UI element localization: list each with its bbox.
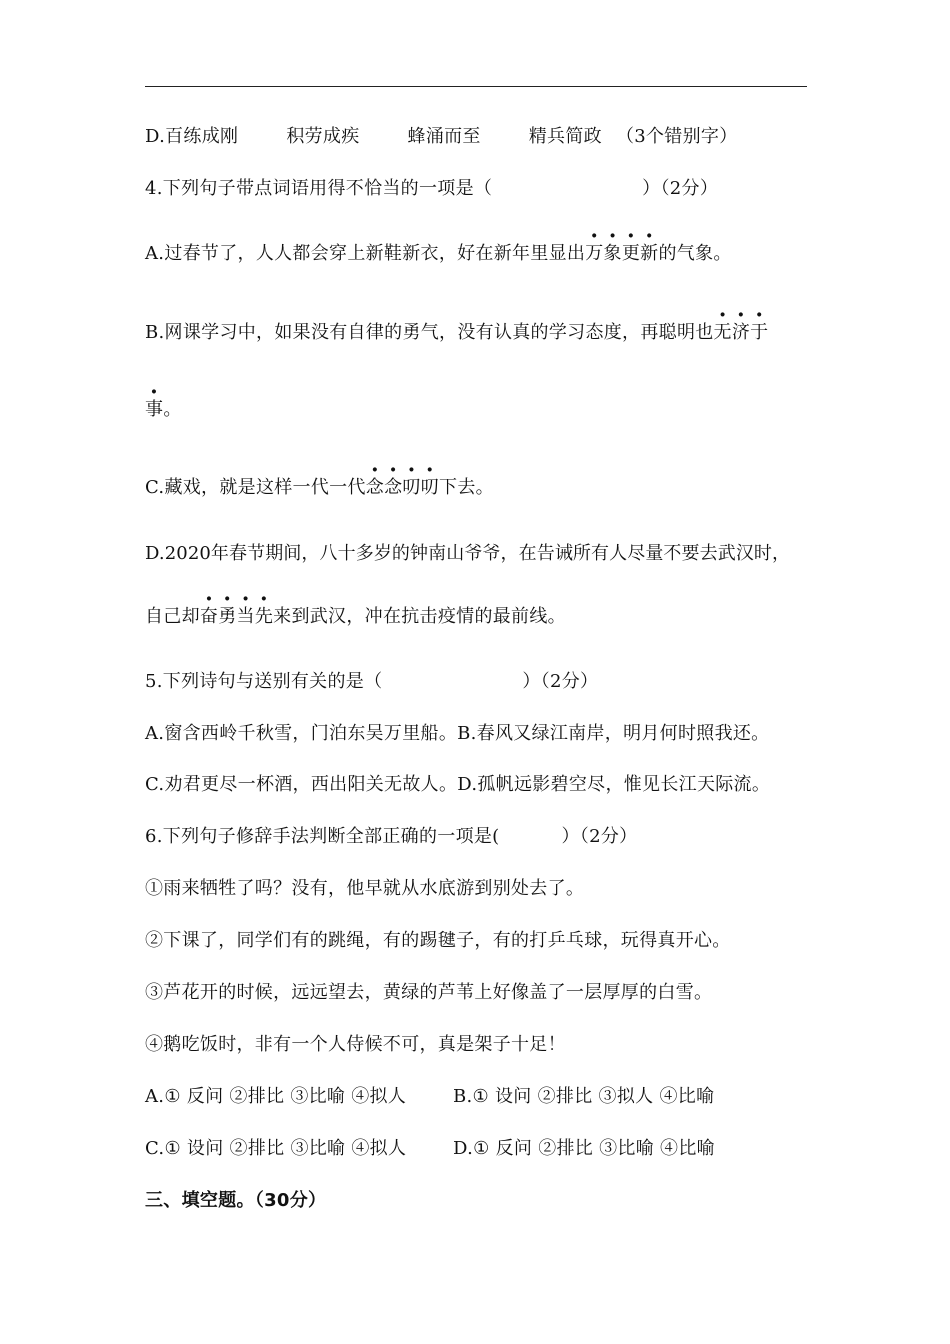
q4-option-a <box>145 241 732 267</box>
dotted-char: 更 <box>621 243 641 264</box>
dotted-char: 无 <box>713 322 732 343</box>
option-c: C.① 设问 ②排比 ③比喻 ④拟人 <box>145 1138 407 1159</box>
q4-option-b <box>145 320 768 346</box>
q6-item-2 <box>145 928 731 954</box>
option-text: 。 <box>163 399 182 420</box>
note: （3个错别字） <box>615 126 738 147</box>
question-score: ）（2分） <box>522 671 599 692</box>
question-text: 6.下列句子修辞手法判断全部正确的一项是( <box>145 826 500 847</box>
option-text: 下去。 <box>439 477 494 498</box>
q5-stem <box>145 669 598 695</box>
header-rule <box>145 86 807 87</box>
option-b: B.① 设问 ②排比 ③拟人 ④比喻 <box>453 1086 715 1107</box>
q4-stem <box>145 176 718 202</box>
option-text: 来到武汉，冲在抗击疫情的最前线。 <box>273 606 566 627</box>
dotted-char: 奋 <box>199 606 219 627</box>
sentence-text: ①雨来牺牲了吗？没有，他早就从水底游到别处去了。 <box>145 878 585 899</box>
q4-option-d <box>145 541 790 567</box>
dotted-char: 先 <box>254 606 274 627</box>
question-score: ）（2分） <box>642 178 719 199</box>
word-2: 积劳成疾 <box>286 126 360 147</box>
question-text: 4.下列句子带点词语用得不恰当的一项是（ <box>145 178 493 199</box>
option-text: A.过春节了，人人都会穿上新鞋新衣，好在新年里显出 <box>145 243 586 264</box>
word-3: 蜂涌而至 <box>407 126 481 147</box>
q6-options-ab <box>145 1084 714 1110</box>
option-text: C.藏戏，就是这样一代一代 <box>145 477 366 498</box>
q6-stem <box>145 824 637 850</box>
word-4: 精兵简政 <box>528 126 602 147</box>
option-a: A.① 反问 ②排比 ③比喻 ④拟人 <box>145 1086 407 1107</box>
dotted-char: 象 <box>603 243 622 264</box>
q3-option-d <box>145 124 738 150</box>
dotted-char: 济 <box>731 322 751 343</box>
q5-options-cd <box>145 772 770 798</box>
dotted-char: 叨 <box>420 477 440 498</box>
option-text: B.网课学习中，如果没有自律的勇气，没有认真的学习态度，再聪明也 <box>145 322 714 343</box>
option-text: D.2020年春节期间，八十多岁的钟南山爷爷，在告诫所有人尽量不要去武汉时， <box>145 543 791 564</box>
dotted-char: 念 <box>365 477 385 498</box>
q6-item-4 <box>145 1032 566 1058</box>
word-1: 百练成刚 <box>165 126 239 147</box>
options-text: A.窗含西岭千秋雪，门泊东吴万里船。B.春风又绿江南岸，明月何时照我还。 <box>145 723 770 744</box>
q6-item-3 <box>145 980 712 1006</box>
dotted-char: 于 <box>750 322 769 343</box>
sentence-text: ②下课了，同学们有的跳绳，有的踢毽子，有的打乒乓球，玩得真开心。 <box>145 930 731 951</box>
question-text: 5.下列诗句与送别有关的是（ <box>145 671 383 692</box>
option-prefix: D. <box>145 126 166 147</box>
option-d: D.① 反问 ②排比 ③比喻 ④比喻 <box>453 1138 715 1159</box>
dotted-char: 万 <box>585 243 604 264</box>
sentence-text: ③芦花开的时候，远远望去，黄绿的芦苇上好像盖了一层厚厚的白雪。 <box>145 982 713 1003</box>
dotted-char: 新 <box>640 243 659 264</box>
sentence-text: ④鹅吃饭时，非有一个人侍候不可，真是架子十足！ <box>145 1034 566 1055</box>
options-text: C.劝君更尽一杯酒，西出阳关无故人。D.孤帆远影碧空尽，惟见长江天际流。 <box>145 774 771 795</box>
q5-options-ab <box>145 721 769 747</box>
dotted-char: 念 <box>384 477 403 498</box>
question-score: ）（2分） <box>561 826 638 847</box>
q4-option-d-cont <box>145 604 566 630</box>
q4-option-c <box>145 475 494 501</box>
dotted-char: 事 <box>145 399 164 420</box>
section-title: 三、填空题。（30分） <box>145 1190 327 1211</box>
q6-options-cd <box>145 1136 715 1162</box>
dotted-char: 当 <box>236 606 255 627</box>
q4-option-b-cont <box>145 397 182 423</box>
option-text: 的气象。 <box>658 243 732 264</box>
dotted-char: 叨 <box>402 477 421 498</box>
option-text: 自己却 <box>145 606 200 627</box>
dotted-char: 勇 <box>218 606 237 627</box>
q6-item-1 <box>145 876 584 902</box>
section-heading <box>145 1188 326 1214</box>
